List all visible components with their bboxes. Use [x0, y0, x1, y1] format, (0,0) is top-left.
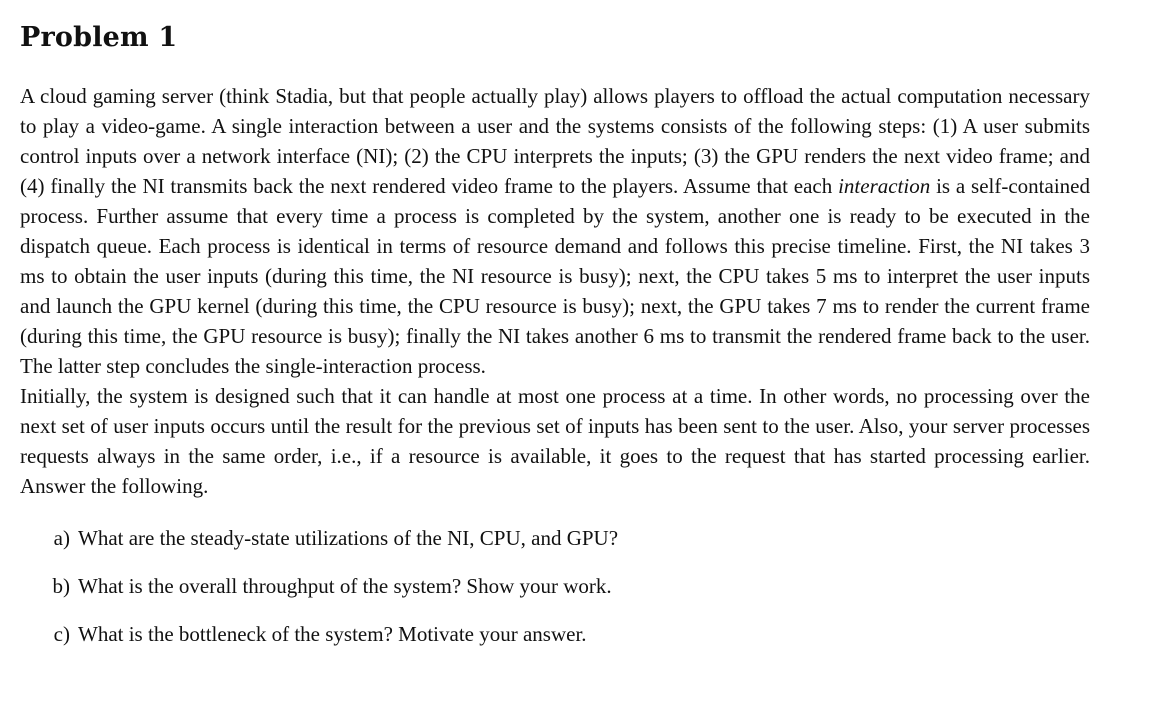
- question-text: What is the overall throughput of the system? Show your work.: [78, 574, 612, 598]
- intro-text-part-1: A cloud gaming server (think Stadia, but that people actually play) allows players to offload the actual computation necessary to play a video-game. A single interaction between a user and the systems consists of the following steps: (1) A user submits control inputs over a network interface (NI); (2) the CPU interprets the inputs; (3) the GPU renders the next video frame; and (4) finally the NI transmits back the next rendered video frame to the players. Assume that each: [20, 84, 1090, 198]
- problem-page: [20, 0, 1090, 667]
- intro-text-part-2: is a self-contained process. Further assume that every time a process is completed by the system, another one is ready to be executed in the dispatch queue. Each process is identical in terms of resource demand and follows this precise timeline. First, the NI takes 3 ms to obtain the user inputs (during this time, the NI resource is busy); next, the CPU takes 5 ms to interpret the user inputs and launch the GPU kernel (during this time, the CPU resource is busy); next, the GPU takes 7 ms to render the current frame (during this time, the GPU resource is busy); finally the NI takes another 6 ms to transmit the rendered frame back to the user. The latter step concludes the single-interaction process.: [20, 174, 1090, 378]
- question-item: [20, 523, 1090, 571]
- problem-statement: [20, 81, 1090, 501]
- emphasized-term: interaction: [838, 174, 931, 198]
- question-text: What is the bottleneck of the system? Motivate your answer.: [78, 622, 587, 646]
- question-letter: c): [53, 622, 70, 646]
- question-item: [20, 571, 1090, 619]
- question-item: [20, 619, 1090, 667]
- constraints-paragraph: Initially, the system is designed such that it can handle at most one process at a time. In other words, no processing over the next set of user inputs occurs until the result for the previous set of inputs has been sent to the user. Also, your server processes requests always in the same order, i.e., if a resource is available, it goes to the request that has started processing earlier. Answer the following.: [20, 384, 1090, 498]
- question-text: What are the steady-state utilizations of the NI, CPU, and GPU?: [78, 526, 619, 550]
- problem-title: Problem 1: [20, 22, 178, 53]
- intro-paragraph: [20, 81, 1090, 381]
- question-list: [20, 523, 1090, 667]
- question-letter: a): [53, 526, 70, 550]
- question-letter: b): [52, 574, 70, 598]
